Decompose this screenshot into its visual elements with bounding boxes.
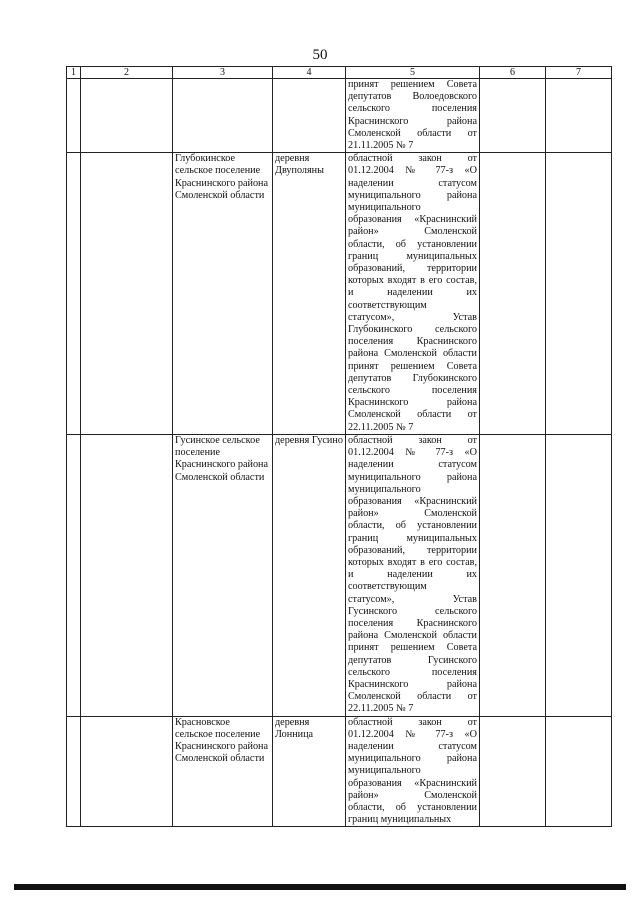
- table-row: [67, 434, 612, 716]
- cell-c6: [480, 79, 546, 153]
- legal-basis-line: Краснинского района: [348, 397, 477, 409]
- legal-basis-line: Смоленской области от: [348, 691, 477, 703]
- legal-basis-line: муниципального района: [348, 471, 477, 483]
- legal-basis-line: соответствующим: [348, 299, 427, 311]
- legal-basis-line: областной закон от: [348, 716, 477, 728]
- legal-basis-line: и наделении их: [348, 569, 477, 581]
- legal-basis-line: район» Смоленской: [348, 789, 477, 801]
- legal-basis-line: границ муниципальных: [348, 250, 477, 262]
- document-table: [66, 66, 612, 827]
- legal-basis-line: области, об установлении: [348, 520, 477, 532]
- cell-c2: [81, 153, 173, 435]
- col-header-4: 4: [273, 67, 346, 79]
- legal-basis-line: образований, территории: [348, 263, 477, 275]
- legal-basis-line: принят решением Совета: [348, 642, 477, 654]
- cell-c3: Гусинское сельское поселение Краснинского района Смоленской области: [173, 434, 273, 716]
- legal-basis-line: Гусинского сельского: [348, 605, 477, 617]
- legal-basis-line: статусом», Устав: [348, 593, 477, 605]
- legal-basis-line: статусом», Устав: [348, 311, 477, 323]
- legal-basis-line: наделении статусом: [348, 177, 477, 189]
- cell-c4: деревня Гусино: [273, 434, 346, 716]
- col-header-2: 2: [81, 67, 173, 79]
- cell-c1: [67, 153, 81, 435]
- legal-basis-line: наделении статусом: [348, 459, 477, 471]
- legal-basis-line: 22.11.2005 № 7: [348, 421, 414, 433]
- cell-c1: [67, 716, 81, 827]
- legal-basis-line: соответствующим: [348, 581, 427, 593]
- page-bottom-rule: [14, 884, 626, 890]
- cell-c6: [480, 153, 546, 435]
- cell-c6: [480, 434, 546, 716]
- cell-c2: [81, 716, 173, 827]
- cell-legal-basis: [346, 434, 480, 716]
- legal-basis-line: 01.12.2004 № 77-з «О: [348, 447, 477, 459]
- legal-basis-line: района Смоленской области: [348, 630, 477, 642]
- legal-basis-line: 22.11.2005 № 7: [348, 703, 414, 715]
- legal-basis-line: муниципального: [348, 202, 421, 214]
- cell-c3: [173, 79, 273, 153]
- cell-c2: [81, 79, 173, 153]
- cell-c7: [546, 434, 612, 716]
- legal-basis-line: и наделении их: [348, 287, 477, 299]
- legal-basis-line: сельского поселения: [348, 385, 477, 397]
- legal-basis-line: поселения Краснинского: [348, 336, 477, 348]
- legal-basis-line: муниципального района: [348, 189, 477, 201]
- legal-basis-line: депутатов Глубокинского: [348, 372, 477, 384]
- legal-basis-line: принят решением Совета: [348, 360, 477, 372]
- cell-c3: Красновское сельское поселение Краснинского района Смоленской области: [173, 716, 273, 827]
- col-header-1: 1: [67, 67, 81, 79]
- cell-c7: [546, 716, 612, 827]
- legal-basis-line: которых входят в его состав,: [348, 275, 477, 287]
- cell-c2: [81, 434, 173, 716]
- legal-basis-line: наделении статусом: [348, 740, 477, 752]
- legal-basis-line: депутатов Гусинского: [348, 654, 477, 666]
- legal-basis-line: Краснинского района: [348, 115, 477, 127]
- legal-basis-line: 01.12.2004 № 77-з «О: [348, 165, 477, 177]
- legal-basis-line: образования «Краснинский: [348, 214, 477, 226]
- legal-basis-line: границ муниципальных: [348, 532, 477, 544]
- legal-basis-line: муниципального: [348, 765, 421, 777]
- legal-basis-line: 21.11.2005 № 7: [348, 140, 414, 152]
- legal-basis-line: границ муниципальных: [348, 814, 452, 826]
- legal-basis-line: областной закон от: [348, 153, 477, 165]
- legal-basis-line: муниципального района: [348, 753, 477, 765]
- legal-basis-line: которых входят в его состав,: [348, 556, 477, 568]
- legal-basis-line: областной закон от: [348, 434, 477, 446]
- legal-basis-line: 01.12.2004 № 77-з «О: [348, 728, 477, 740]
- cell-c1: [67, 79, 81, 153]
- legal-basis-line: образований, территории: [348, 544, 477, 556]
- cell-legal-basis: [346, 716, 480, 827]
- legal-basis-line: Смоленской области от: [348, 127, 477, 139]
- cell-c7: [546, 153, 612, 435]
- cell-legal-basis: [346, 153, 480, 435]
- cell-c4: [273, 79, 346, 153]
- col-header-5: 5: [346, 67, 480, 79]
- legal-basis-line: района Смоленской области: [348, 348, 477, 360]
- table-row: [67, 716, 612, 827]
- header-row: [67, 67, 612, 79]
- legal-basis-line: район» Смоленской: [348, 508, 477, 520]
- legal-basis-line: сельского поселения: [348, 666, 477, 678]
- legal-basis-line: области, об установлении: [348, 801, 477, 813]
- legal-basis-line: депутатов Волоедовского: [348, 91, 477, 103]
- legal-basis-line: Глубокинского сельского: [348, 324, 477, 336]
- col-header-3: 3: [173, 67, 273, 79]
- table-row: [67, 153, 612, 435]
- cell-c7: [546, 79, 612, 153]
- legal-basis-line: сельского поселения: [348, 103, 477, 115]
- legal-basis-line: принят решением Совета: [348, 79, 477, 90]
- legal-basis-line: район» Смоленской: [348, 226, 477, 238]
- legal-basis-line: Краснинского района: [348, 678, 477, 690]
- col-header-7: 7: [546, 67, 612, 79]
- cell-legal-basis: [346, 79, 480, 153]
- legal-basis-line: Смоленской области от: [348, 409, 477, 421]
- legal-basis-line: муниципального: [348, 483, 421, 495]
- col-header-6: 6: [480, 67, 546, 79]
- legal-basis-line: поселения Краснинского: [348, 617, 477, 629]
- cell-c4: деревня Лонница: [273, 716, 346, 827]
- cell-c4: деревня Двуполяны: [273, 153, 346, 435]
- legal-basis-line: образования «Краснинский: [348, 495, 477, 507]
- cell-c3: Глубокинское сельское поселение Краснинского района Смоленской области: [173, 153, 273, 435]
- cell-c1: [67, 434, 81, 716]
- legal-basis-line: образования «Краснинский: [348, 777, 477, 789]
- table-row: [67, 79, 612, 153]
- legal-basis-line: области, об установлении: [348, 238, 477, 250]
- page-number: 50: [312, 47, 328, 63]
- cell-c6: [480, 716, 546, 827]
